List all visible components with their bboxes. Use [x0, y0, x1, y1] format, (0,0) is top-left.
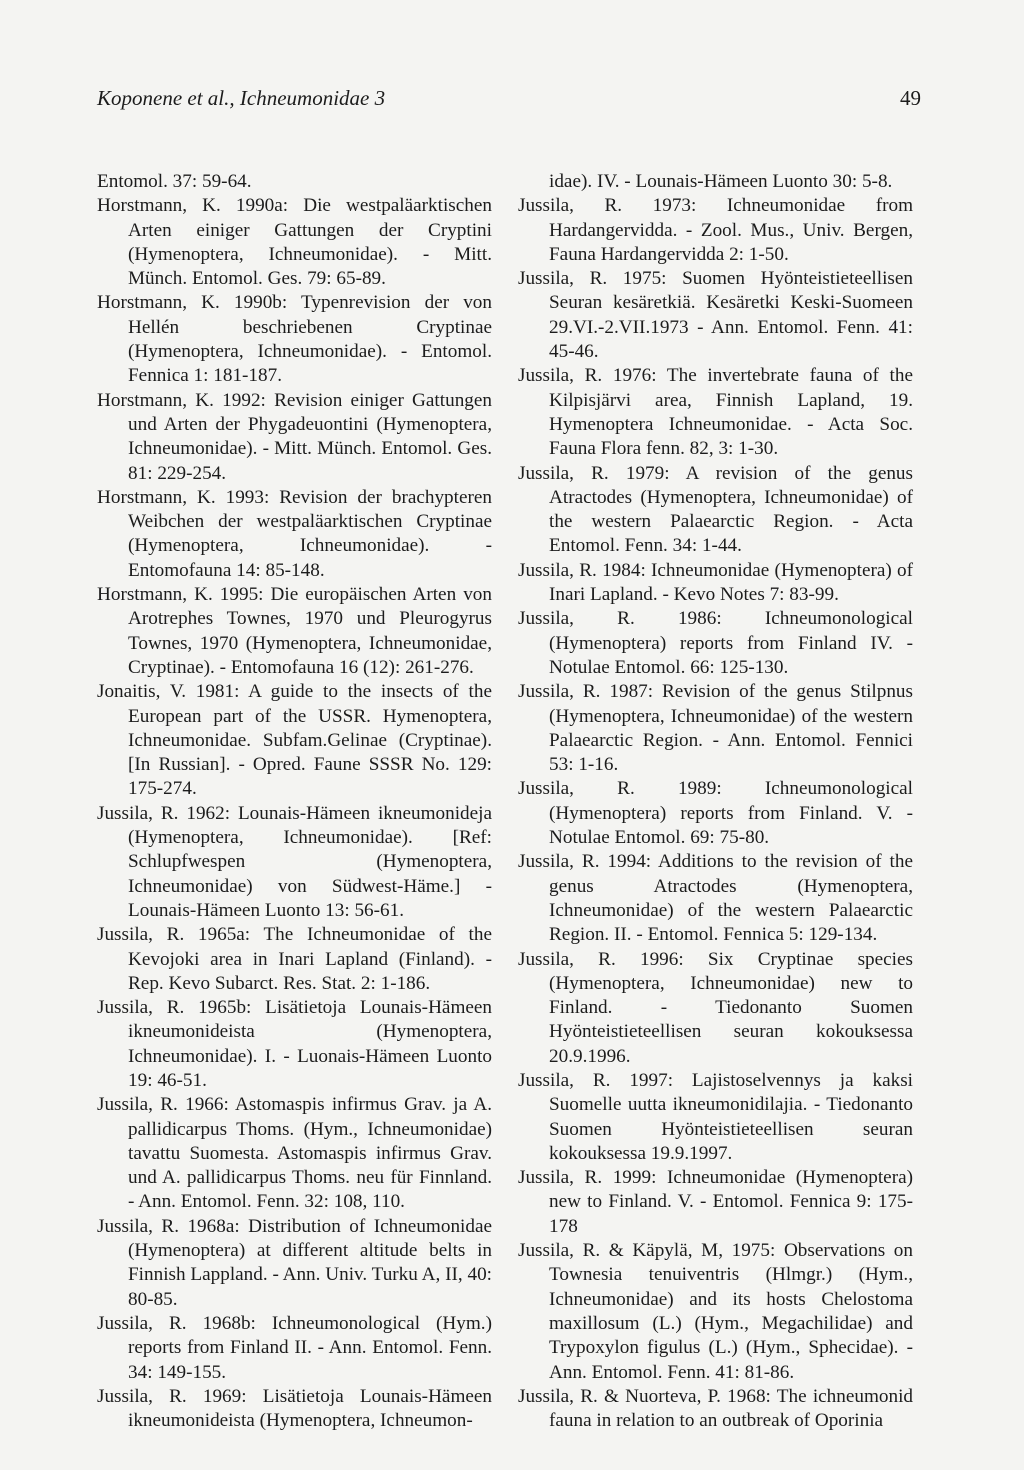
page-number: 49	[900, 86, 921, 110]
left-column	[97, 170, 492, 1433]
reference-entry: Horstmann, K. 1990b: Typenrevision der von Hellén beschriebenen Cryptinae (Hymenoptera, Ichneumonidae). - Entomol. Fennica 1: 181-187.	[97, 292, 492, 387]
running-head	[97, 86, 923, 111]
reference-entry: Jussila, R. 1987: Revision of the genus Stilpnus (Hymenoptera, Ichneumonidae) of the western Palaearctic Region. - Ann. Entomol. Fennici 53: 1-16.	[518, 681, 913, 776]
reference-entry: Jussila, R. 1996: Six Cryptinae species (Hymenoptera, Ichneumonidae) new to Finland. - Tiedonanto Suomen Hyönteistieteellisen seuran kokouksessa 20.9.1996.	[518, 948, 913, 1067]
reference-entry: Horstmann, K. 1995: Die europäischen Arten von Arotrephes Townes, 1970 und Pleurogyrus Townes, 1970 (Hymenoptera, Ichneumonidae, Cryptinae). - Entomofauna 16 (12): 261-276.	[97, 584, 492, 678]
reference-entry: Jussila, R. 1976: The invertebrate fauna of the Kilpisjärvi area, Finnish Lapland, 19. Hymenoptera Ichneumonidae. - Acta Soc. Fauna Flora fenn. 82, 3: 1-30.	[518, 365, 913, 460]
reference-entry: Entomol. 37: 59-64.	[97, 171, 252, 192]
reference-entry: Jussila, R. & Nuorteva, P. 1968: The ichneumonid fauna in relation to an outbreak of Oporinia	[518, 1385, 913, 1432]
reference-entry: Jussila, R. 1968a: Distribution of Ichneumonidae (Hymenoptera) at different altitude belts in Finnish Lappland. - Ann. Univ. Turku A, II, 40: 80-85.	[97, 1215, 492, 1310]
reference-entry: Jussila, R. 1986: Ichneumonological (Hymenoptera) reports from Finland IV. - Notulae Entomol. 66: 125-130.	[518, 608, 913, 678]
reference-entry: Jussila, R. 1969: Lisätietoja Lounais-Hämeen ikneumonideista (Hymenoptera, Ichneumon-	[97, 1385, 492, 1432]
reference-entry: Jussila, R. 1994: Additions to the revision of the genus Atractodes (Hymenoptera, Ichneumonidae) of the western Palaearctic Region. II. - Entomol. Fennica 5: 129-134.	[518, 851, 913, 946]
reference-entry: Jonaitis, V. 1981: A guide to the insects of the European part of the USSR. Hymenoptera, Ichneumonidae. Subfam.Gelinae (Cryptinae). [In Russian]. - Opred. Faune SSSR No. 129: 175-274.	[97, 681, 492, 800]
reference-entry: Jussila, R. 1975: Suomen Hyönteistieteellisen Seuran kesäretkiä. Kesäretki Keski-Suomeen 29.VI.-2.VII.1973 - Ann. Entomol. Fenn. 41: 45-46.	[518, 268, 913, 363]
reference-entry: Jussila, R. 1962: Lounais-Hämeen ikneumonideja (Hymenoptera, Ichneumonidae). [Ref: Schlupfwespen (Hymenoptera, Ichneumonidae) von Südwest-Häme.] - Lounais-Hämeen Luonto 13: 56-61.	[97, 802, 492, 921]
running-title: Koponene et al., Ichneumonidae 3	[97, 86, 386, 110]
reference-entry: Jussila, R. 1965a: The Ichneumonidae of the Kevojoki area in Inari Lapland (Finland). - Rep. Kevo Subarct. Res. Stat. 2: 1-186.	[97, 924, 492, 994]
reference-entry: Jussila, R. & Käpylä, M, 1975: Observations on Townesia tenuiventris (Hlmgr.) (Hym., Ichneumonidae) and its hosts Chelostoma maxillosum (L.) (Hym., Megachilidae) and Trypoxylon figulus (L.) (Hym., Sphecidae). - Ann. Entomol. Fenn. 41: 81-86.	[518, 1240, 913, 1383]
right-column	[518, 170, 913, 1433]
reference-entry: Jussila, R. 1965b: Lisätietoja Lounais-Hämeen ikneumonideista (Hymenoptera, Ichneumonidae). I. - Luonais-Hämeen Luonto 19: 46-51.	[97, 997, 492, 1091]
reference-entry: Horstmann, K. 1993: Revision der brachypteren Weibchen der westpaläarktischen Cryptinae (Hymenoptera, Ichneumonidae). - Entomofauna 14: 85-148.	[97, 486, 492, 581]
reference-entry: Jussila, R. 1984: Ichneumonidae (Hymenoptera) of Inari Lapland. - Kevo Notes 7: 83-99.	[518, 559, 913, 606]
reference-entry: Horstmann, K. 1990a: Die westpaläarktischen Arten einiger Gattungen der Cryptini (Hymenoptera, Ichneumonidae). - Mitt. Münch. Entomol. Ges. 79: 65-89.	[97, 195, 492, 290]
reference-entry: Horstmann, K. 1992: Revision einiger Gattungen und Arten der Phygadeuontini (Hymenoptera, Ichneumonidae). - Mitt. Münch. Entomol. Ges. 81: 229-254.	[97, 389, 492, 484]
reference-entry: Jussila, R. 1968b: Ichneumonological (Hym.) reports from Finland II. - Ann. Entomol. Fenn. 34: 149-155.	[97, 1312, 492, 1383]
reference-continuation: idae). IV. - Lounais-Hämeen Luonto 30: 5-8.	[549, 171, 893, 192]
reference-entry: Jussila, R. 1989: Ichneumonological (Hymenoptera) reports from Finland. V. - Notulae Entomol. 69: 75-80.	[518, 778, 913, 849]
reference-entry: Jussila, R. 1999: Ichneumonidae (Hymenoptera) new to Finland. V. - Entomol. Fennica 9: 175-178	[518, 1167, 913, 1237]
reference-entry: Jussila, R. 1966: Astomaspis infirmus Grav. ja A. pallidicarpus Thoms. (Hym., Ichneumonidae) tavattu Suomesta. Astomaspis infirmus Grav. und A. pallidicarpus Thoms. neu für Finnland. - Ann. Entomol. Fenn. 32: 108, 110.	[97, 1094, 492, 1213]
reference-entry: Jussila, R. 1973: Ichneumonidae from Hardangervidda. - Zool. Mus., Univ. Bergen, Fauna Hardangervidda 2: 1-50.	[518, 195, 913, 265]
reference-entry: Jussila, R. 1997: Lajistoselvennys ja kaksi Suomelle uutta ikneumonidilajia. - Tiedonanto Suomen Hyönteistieteellisen seuran kokouksessa 19.9.1997.	[518, 1069, 913, 1164]
reference-entry: Jussila, R. 1979: A revision of the genus Atractodes (Hymenoptera, Ichneumonidae) of the western Palaearctic Region. - Acta Entomol. Fenn. 34: 1-44.	[518, 462, 913, 557]
